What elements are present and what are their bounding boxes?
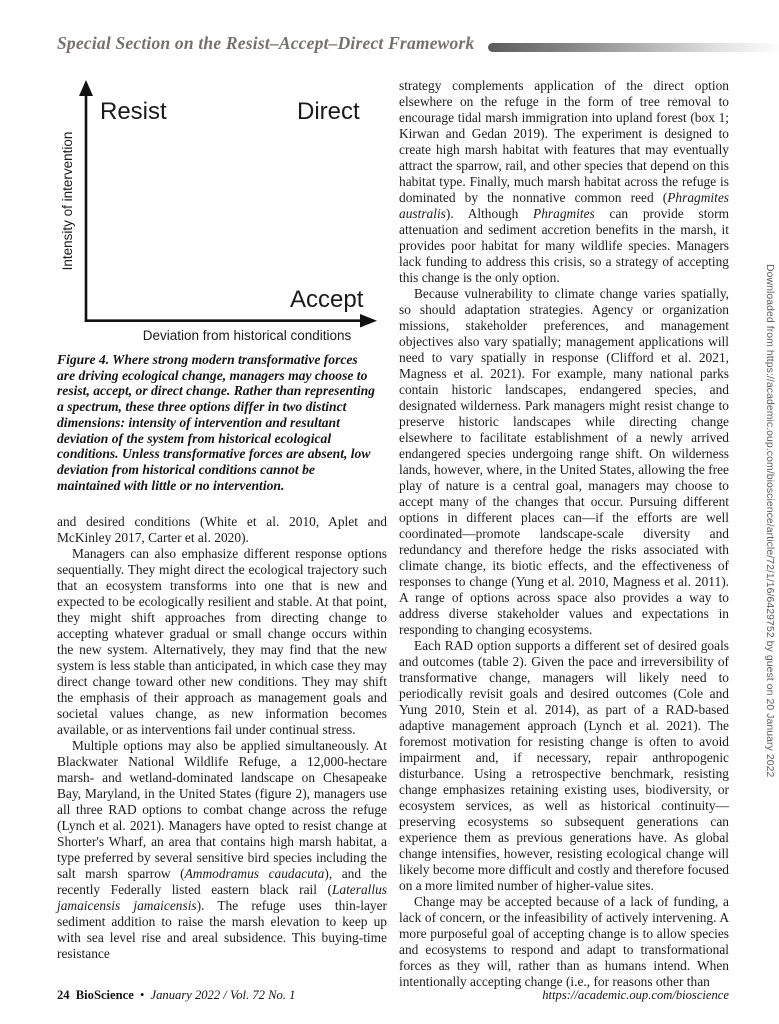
figure-label-accept: Accept [290, 286, 364, 313]
left-column-text [57, 514, 387, 962]
footer-journal-info [57, 988, 298, 1003]
x-axis-label: Deviation from historical conditions [142, 328, 352, 343]
paragraph: and desired conditions (White et al. 2010, Aplet and McKinley 2017, Carter et al. 2020). [57, 514, 387, 545]
paragraph: Because vulnerability to climate change varies spatially, so should adaptation strategies. Agency or organization missions, stakeholder preferences, and management objectives also vary spatially; management applications will need to vary spatially in response (Clifford et al. 2021, Magness et al. 2021). For example, many national parks contain historic landscapes, endangered species, and designated wilderness. Park managers might resist change to preserve historic landscapes while directing change elsewhere to facilitate establishment of a newly arrived endangered species undergoing range shift. On wilderness lands, however, where, in the United States, allowing the free play of nature is a central goal, managers may choose to accept many of the changes that occur. Pursuing different options in different places can—if the efforts are well coordinated—promote landscape-scale diversity and redundancy and therefore hedge the risks associated with climate change, its biotic effects, and the effectiveness of responses to change (Yung et al. 2010, Magness et al. 2011). A range of options across space also provides a way to address diverse stakeholder values and expectations in responding to changing ecosystems. [399, 286, 729, 637]
rad-axes-chart [57, 76, 387, 348]
paragraph: Multiple options may also be applied simultaneously. At Blackwater National Wildlife Refuge, a 12,000-hectare marsh- and wetland-dominated landscape on Chesapeake Bay, Maryland, in the United States (figure 2), managers use all three RAD options to combat change across the refuge (Lynch et al. 2021). Managers have opted to resist change at Shorter's Wharf, an area that contains high marsh habitat, a type preferred by several sensitive bird species including the salt marsh sparrow (Ammodramus caudacuta), and the recently Federally listed eastern black rail (Laterallus jamaicensis jamaicensis). The refuge uses thin-layer sediment addition to raise the marsh elevation to keep up with sea level rise and areal subsidence. This buying-time resistance [57, 738, 387, 961]
paragraph: Each RAD option supports a different set of desired goals and outcomes (table 2). Given the pace and irreversibility of transformative change, managers will likely need to periodically revisit goals and desired outcomes (Cole and Yung 2010, Stein et al. 2014), as part of a RAD-based adaptive management approach (Lynch et al. 2021). The foremost motivation for resisting change is often to avoid impairment and, if necessary, repair anthropogenic disturbance. Using a retrospective benchmark, resisting change emphasizes retaining existing uses, biodiversity, or ecosystem services, as well as historical continuity—preserving ecosystems so subsequent generations can experience them as previous generations have. As global change intensifies, however, resisting ecological change will likely become more difficult and costly and therefore focused on a more limited number of higher-value sites. [399, 638, 729, 893]
footer-separator: • [139, 988, 145, 1002]
paragraph: Managers can also emphasize different response options sequentially. They might direct the ecological trajectory such that an ecosystem transforms into one that is new and expected to be ecologically resilient and stable. At that point, they might shift approaches from directing change to accepting whatever gradual or small change occurs within the new system. Alternatively, they may find that the new system is less stable than anticipated, in which case they may direct change toward other new conditions. They may shift the emphasis of their approach as management goals and societal values change, as new information becomes available, or as interventions fail under continual stress. [57, 546, 387, 737]
download-provenance-note: Downloaded from https://academic.oup.com/bioscience/article/72/1/16/6429752 by guest on 20 January 2022 [764, 264, 775, 778]
figure-4-diagram [57, 76, 387, 348]
y-axis-arrowhead-icon [79, 80, 93, 96]
journal-name: BioScience [75, 988, 134, 1002]
figure-label-direct: Direct [297, 98, 360, 125]
header-gradient-rule [488, 43, 779, 52]
right-column-text [399, 78, 729, 990]
issue-info: January 2022 / Vol. 72 No. 1 [150, 988, 296, 1002]
paragraph: Change may be accepted because of a lack of funding, a lack of concern, or the infeasibility of actively intervening. A more purposeful goal of accepting change is to allow species and ecosystems to respond and adapt to transformational forces as they will, rather than as humans intend. When intentionally accepting change (i.e., for reasons other than [399, 894, 729, 989]
x-axis-arrowhead-icon [360, 314, 377, 328]
special-section-title: Special Section on the Resist–Accept–Direct Framework [57, 33, 475, 53]
page-number: 24 [57, 988, 70, 1002]
figure-label-resist: Resist [100, 98, 167, 125]
figure-4-caption: Figure 4. Where strong modern transformative forces are driving ecological change, managers may choose to resist, accept, or direct change. Rather than representing a spectrum, these three options differ in two distinct dimensions: intensity of intervention and resultant deviation of the system from historical ecological conditions. Unless transformative forces are absent, low deviation from historical conditions cannot be maintained with little or no intervention. [57, 352, 375, 493]
paragraph: strategy complements application of the direct option elsewhere on the refuge in the form of tree removal to encourage tidal marsh immigration into upland forest (box 1; Kirwan and Gedan 2019). The experiment is designed to create high marsh habitat with features that may eventually attract the sparrow, rail, and other species that depend on this habitat type. Finally, much marsh habitat across the refuge is dominated by the nonnative common reed (Phragmites australis). Although Phragmites can provide storm attenuation and sediment accretion benefits in the marsh, it provides poor habitat for many wildlife species. Managers lack funding to address this crisis, so a strategy of accepting this change is the only option. [399, 78, 729, 285]
y-axis-label: Intensity of intervention [60, 131, 75, 271]
page-footer [57, 988, 729, 1003]
journal-url: https://academic.oup.com/bioscience [542, 988, 729, 1002]
